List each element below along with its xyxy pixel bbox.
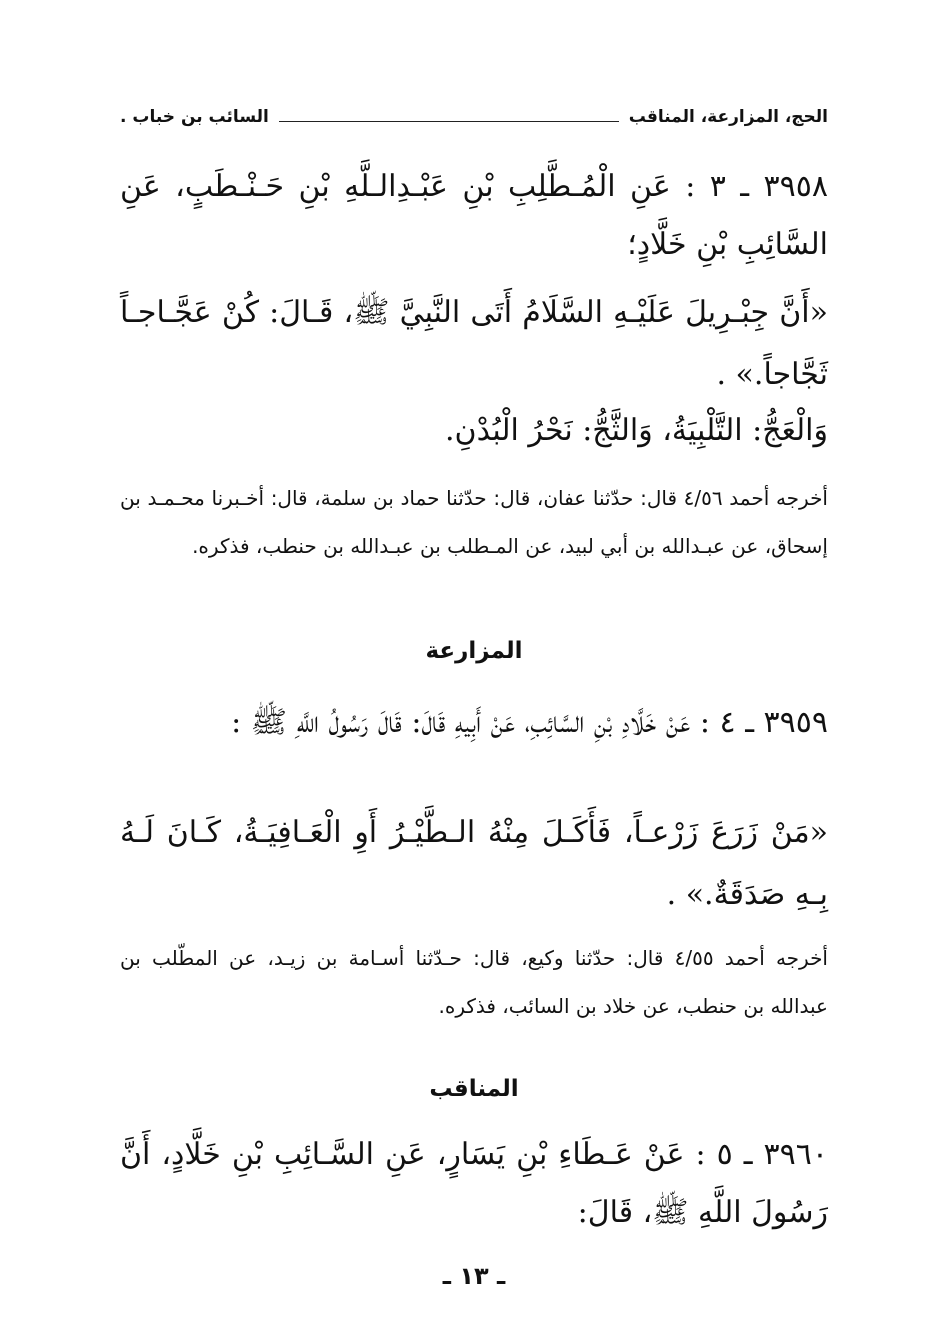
hadith-3958-gloss: وَالْعَجُّ: التَّلْبِيَةُ، وَالثَّجُّ: نَحْرُ الْبُدْنِ.	[445, 413, 828, 448]
hadith-3959-takhrij: أخرجه أحمد ٤/٥٥ قال: حدّثنا وكيع، قال: حـدّثنا أسـامة بن زيـد، عن المطّلب بن عبدالله بن حنطب، عن خلاد بن السائب، فذكره.	[120, 946, 828, 1018]
hadith-3959-isnad: ٣٩٥٩ ـ ٤ : عَنْ خَلَّادِ بْنِ السَّائِبِ، عَنْ أَبِيهِ قَالَ: قَالَ رَسُولُ اللَّهِ ﷺ :	[231, 705, 828, 740]
hadith-3959-matn: «مَنْ زَرَعَ زَرْعـاً، فَأَكَـلَ مِنْهُ الـطَّيْـرُ أَوِ الْعَـافِيَـةُ، كَـانَ لَـهُ بِـهِ صَدَقَةٌ.» .	[120, 815, 828, 912]
hadith-3958-matn: «أَنَّ جِبْـرِيلَ عَلَيْـهِ السَّلَامُ أَتَى النَّبِيَّ ﷺ، قَـالَ: كُنْ عَجَّـاجـاً ثَجَّاجاً.» .	[120, 295, 828, 392]
section-title-agriculture: المزارعة	[425, 638, 523, 664]
page-number: ـ ١٣ ـ	[442, 1262, 506, 1290]
hadith-3958-isnad: ٣٩٥٨ ـ ٣ : عَنِ الْمُـطَّلِبِ بْنِ عَبْـدِالـلَّهِ بْنِ حَـنْـطَبٍ، عَنِ السَّائِبِ بْنِ خَلَّادٍ؛	[120, 169, 828, 262]
section-title-virtues: المناقب	[429, 1076, 519, 1102]
header-rule	[279, 121, 619, 122]
hadith-3960-isnad: ٣٩٦٠ ـ ٥ : عَنْ عَـطَاءِ بْنِ يَسَارٍ، عَنِ السَّـائِبِ بْنِ خَلَّادٍ، أَنَّ رَسُولَ اللَّهِ ﷺ، قَالَ:	[120, 1137, 828, 1230]
document-page	[120, 0, 828, 1344]
header-chapters: الحج، المزارعة، المناقب	[628, 107, 828, 127]
hadith-3958-takhrij: أخرجه أحمد ٤/٥٦ قال: حدّثنا عفان، قال: حدّثنا حماد بن سلمة، قال: أخـبرنا محـمـد بن إسحاق، عن عبـدالله بن أبي لبيد، عن المـطلب بن عبـدالله بن حنطب، فذكره.	[120, 486, 828, 558]
header-narrator: السائب بن خباب .	[120, 107, 269, 127]
running-header	[120, 102, 828, 132]
